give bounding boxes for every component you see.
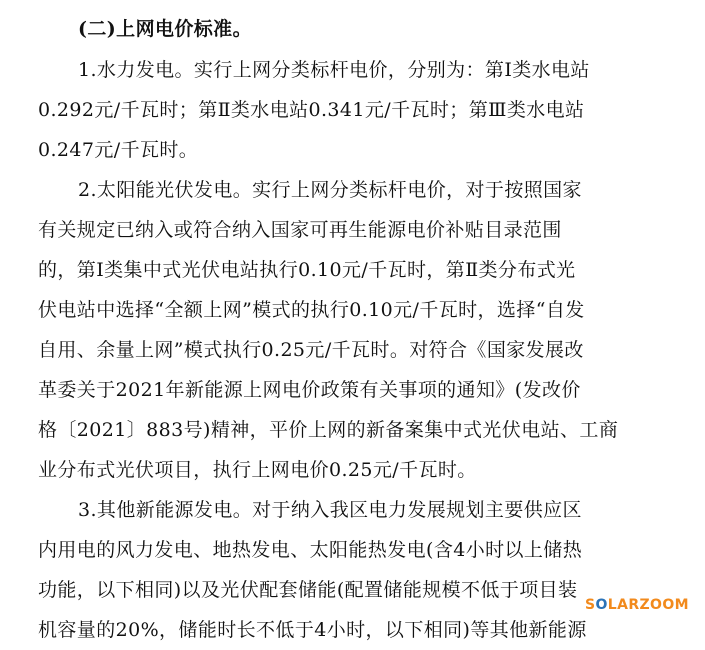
paragraph-line: 机容量的20%，储能时长不低于4小时，以下相同)等其他新能源: [38, 619, 587, 641]
paragraph-line: 革委关于2021年新能源上网电价政策有关事项的通知》(发改价: [38, 379, 581, 401]
watermark-s: S: [584, 597, 596, 613]
paragraph-line: 0.292元/千瓦时；第Ⅱ类水电站0.341元/千瓦时；第Ⅲ类水电站: [38, 99, 585, 121]
watermark-rest: LARZOOM: [607, 597, 689, 613]
paragraph-line: 业分布式光伏项目，执行上网电价0.25元/千瓦时。: [38, 459, 477, 481]
paragraph-line: 2.太阳能光伏发电。实行上网分类标杆电价，对于按照国家: [78, 179, 582, 201]
paragraph-line: 有关规定已纳入或符合纳入国家可再生能源电价补贴目录范围: [38, 219, 562, 241]
paragraph-line: 0.247元/千瓦时。: [38, 139, 199, 161]
section-heading: (二)上网电价标准。: [78, 18, 252, 40]
paragraph-line: 功能，以下相同)以及光伏配套储能(配置储能规模不低于项目装: [38, 579, 578, 601]
paragraph-line: 格〔2021〕883号)精神，平价上网的新备案集中式光伏电站、工商: [38, 419, 619, 441]
solarzoom-watermark: [585, 597, 689, 613]
paragraph-line: 1.水力发电。实行上网分类标杆电价，分别为：第Ⅰ类水电站: [78, 59, 590, 81]
paragraph-line: 的，第Ⅰ类集中式光伏电站执行0.10元/千瓦时，第Ⅱ类分布式光: [38, 259, 576, 281]
paragraph-line: 内用电的风力发电、地热发电、太阳能热发电(含4小时以上储热: [38, 539, 583, 561]
paragraph-line: 伏电站中选择“全额上网”模式的执行0.10元/千瓦时，选择“自发: [38, 299, 585, 321]
paragraph-line: 3.其他新能源发电。对于纳入我区电力发展规划主要供应区: [78, 499, 582, 521]
paragraph-line: 自用、余量上网”模式执行0.25元/千瓦时。对符合《国家发展改: [38, 339, 584, 361]
watermark-o: O: [595, 597, 608, 613]
